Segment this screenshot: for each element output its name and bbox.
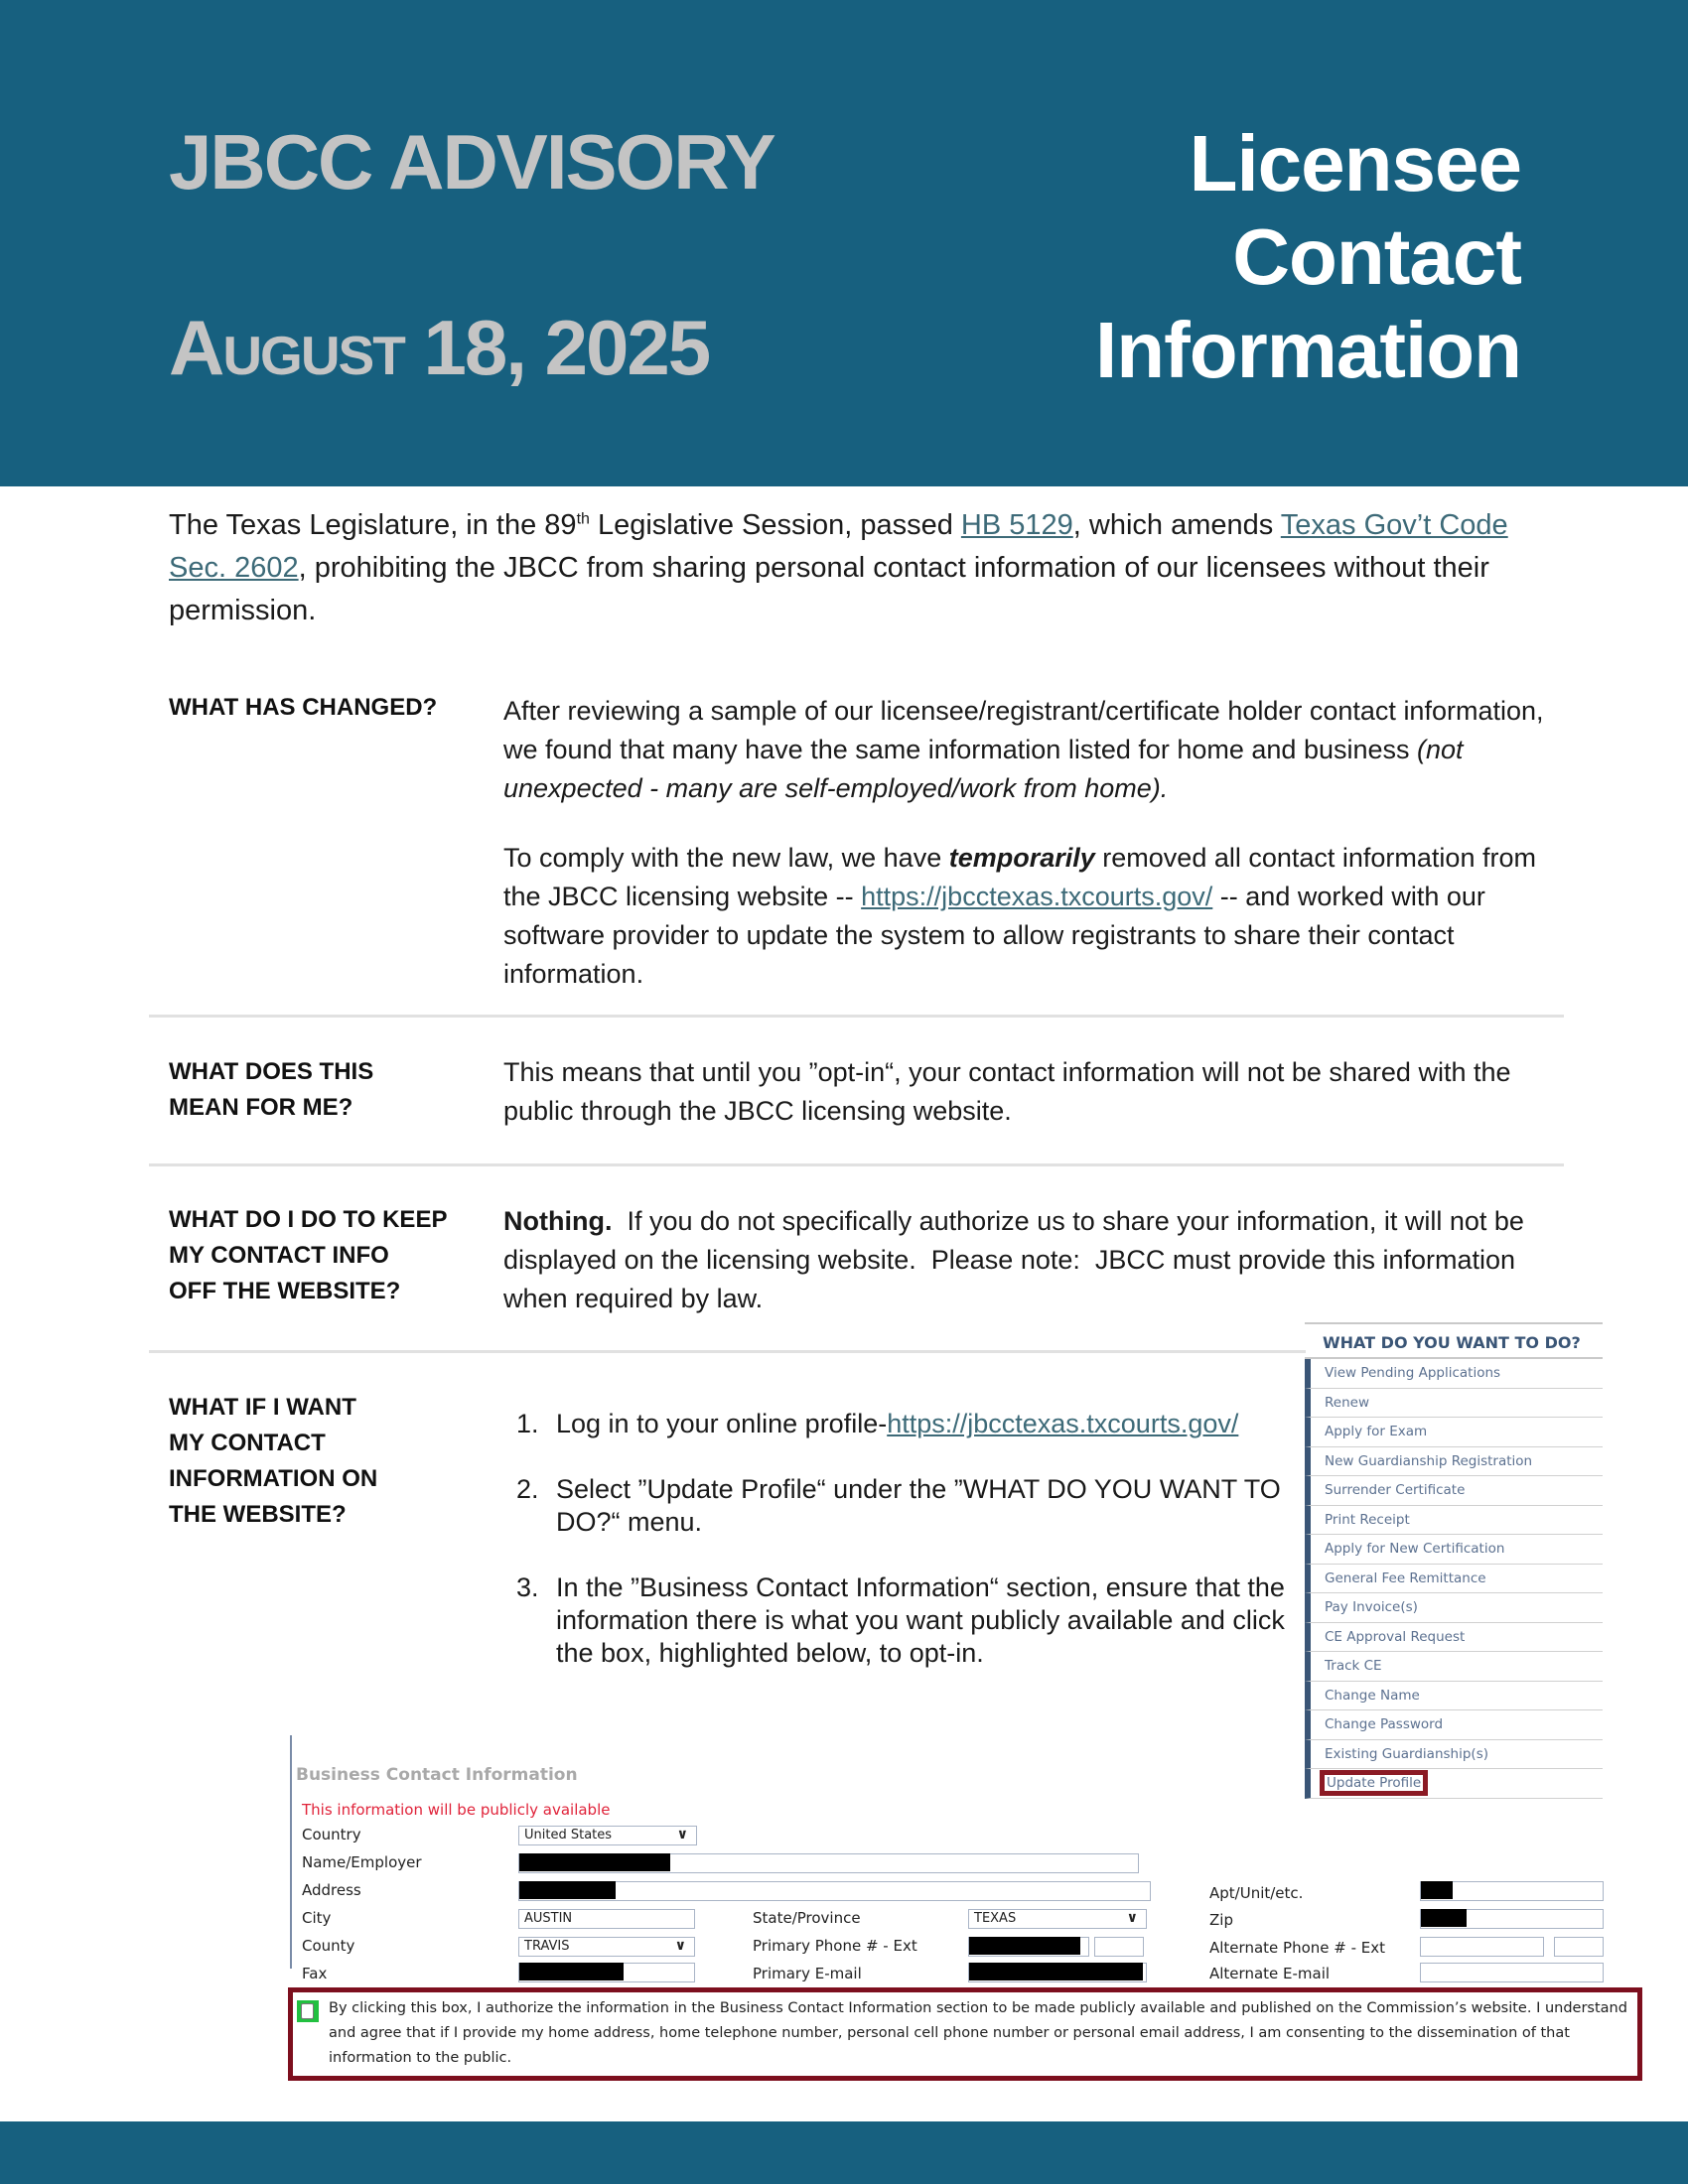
changed-paragraph-2 [503, 839, 1556, 994]
business-contact-form [288, 1735, 1609, 1983]
step-text: Log in to your online profile- [556, 1409, 888, 1438]
label-line: WHAT IF I WANT [169, 1394, 356, 1421]
primary-email-input[interactable] [968, 1963, 1147, 1982]
step-1 [516, 1408, 1291, 1440]
label-line: MY CONTACT [169, 1430, 326, 1456]
divider [149, 1015, 1564, 1018]
step-number: 2. [516, 1474, 539, 1504]
primary-phone-ext-input[interactable] [1094, 1937, 1144, 1957]
menu-item-view-pending-applications[interactable] [1305, 1359, 1603, 1389]
text: After reviewing a sample of our licensee/registrant/certificate holder contact information, we found that many have the same information listed for home and business [503, 696, 1544, 764]
hb5129-link[interactable]: HB 5129 [960, 509, 1073, 541]
redaction [969, 1937, 1080, 1955]
state-label: State/Province [753, 1909, 861, 1927]
bold-text: Nothing. [503, 1206, 613, 1236]
menu-item-apply-for-exam[interactable] [1305, 1418, 1603, 1447]
text: -- and worked with our software provider to update the system to allow registrants to share their contact information. [503, 882, 1485, 989]
menu-item-change-name[interactable] [1305, 1682, 1603, 1711]
zip-input[interactable] [1420, 1909, 1604, 1929]
menu-item-pay-invoice-s[interactable] [1305, 1593, 1603, 1623]
intro-paragraph [169, 504, 1529, 632]
state-select[interactable] [968, 1909, 1147, 1929]
redaction [519, 1881, 616, 1899]
step-text: In the ”Business Contact Information“ section, ensure that the information there is what you want publicly available and click the box, highlighted below, to opt-in. [556, 1572, 1285, 1668]
title-line: Information [1095, 306, 1521, 394]
step-2 [516, 1473, 1291, 1539]
chevron-down-icon: ∨ [674, 1938, 686, 1954]
menu-item-label: Pay Invoice(s) [1325, 1599, 1418, 1615]
county-select[interactable] [518, 1937, 695, 1957]
intro-text: The Texas Legislature, in the 89 [169, 509, 577, 541]
public-note: This information will be publicly available [302, 1801, 611, 1819]
section-body-mean: This means that until you ”opt-in“, your contact information will not be shared with the public through the JBCC licensing website. [503, 1057, 1511, 1126]
fax-input[interactable] [518, 1963, 695, 1982]
label-line: MEAN FOR ME? [169, 1094, 353, 1121]
alt-phone-label: Alternate Phone # - Ext [1209, 1939, 1386, 1957]
menu-item-renew[interactable] [1305, 1389, 1603, 1419]
advisory-date: August 18, 2025 [169, 304, 710, 391]
bold-italic-text: temporarily [948, 843, 1095, 873]
section-label-keep-off [169, 1202, 447, 1309]
menu-item-label: Renew [1325, 1394, 1369, 1411]
title-line: Licensee [1189, 119, 1521, 207]
menu-item-general-fee-remittance[interactable] [1305, 1565, 1603, 1594]
menu-item-ce-approval-request[interactable] [1305, 1623, 1603, 1653]
menu-item-label: New Guardianship Registration [1325, 1452, 1533, 1469]
primary-email-label: Primary E-mail [753, 1965, 862, 1982]
label-line: THE WEBSITE? [169, 1501, 347, 1528]
footer-band [0, 2121, 1688, 2184]
city-label: City [302, 1909, 332, 1927]
apt-label: Apt/Unit/etc. [1209, 1884, 1304, 1902]
advisory-label: JBCC ADVISORY [169, 118, 774, 205]
menu-item-label: View Pending Applications [1325, 1365, 1501, 1381]
form-title: Business Contact Information [296, 1765, 578, 1785]
alt-email-label: Alternate E-mail [1209, 1965, 1331, 1982]
redaction [969, 1963, 1143, 1980]
intro-text: , which amends [1072, 509, 1281, 541]
menu-item-apply-for-new-certification[interactable] [1305, 1535, 1603, 1565]
apt-input[interactable] [1420, 1881, 1604, 1901]
form-border [290, 1735, 292, 1969]
section-body-changed [503, 692, 1556, 994]
step-3 [516, 1571, 1291, 1670]
primary-phone-label: Primary Phone # - Ext [753, 1937, 917, 1955]
country-value: United States [524, 1828, 613, 1843]
menu-item-print-receipt[interactable] [1305, 1506, 1603, 1536]
name-employer-label: Name/Employer [302, 1853, 422, 1871]
menu-item-label: Surrender Certificate [1325, 1482, 1466, 1498]
fax-label: Fax [302, 1965, 328, 1982]
name-employer-input[interactable] [518, 1853, 1139, 1873]
address-input[interactable] [518, 1881, 1151, 1901]
menu-item-label: Update Profile [1327, 1775, 1422, 1791]
checkbox-highlight [297, 2000, 319, 2022]
section-label-changed: WHAT HAS CHANGED? [169, 694, 438, 721]
label-line: OFF THE WEBSITE? [169, 1278, 401, 1304]
text: If you do not specifically authorize us to share your information, it will not be displayed on the licensing website. Please note: JBCC must provide this information when required by law. [503, 1206, 1532, 1313]
italic-text: (not unexpected - many are self-employed/work from home). [503, 735, 1464, 803]
title-line: Contact [1232, 212, 1521, 301]
city-input[interactable] [518, 1909, 695, 1929]
opt-in-checkbox[interactable] [301, 2003, 314, 2019]
menu-item-track-ce[interactable] [1305, 1652, 1603, 1682]
page-title [1095, 117, 1521, 397]
divider [149, 1350, 1306, 1353]
step-text: Select ”Update Profile“ under the ”WHAT DO YOU WANT TO DO?“ menu. [556, 1474, 1281, 1537]
alt-phone-ext-input[interactable] [1554, 1937, 1604, 1957]
address-label: Address [302, 1881, 361, 1899]
label-line: INFORMATION ON [169, 1465, 378, 1492]
menu-item-label: Print Receipt [1325, 1511, 1410, 1528]
jbcc-website-link[interactable]: https://jbcctexas.txcourts.gov/ [861, 882, 1213, 911]
section-label-mean [169, 1054, 373, 1126]
country-select[interactable] [518, 1826, 697, 1845]
primary-phone-input[interactable] [968, 1937, 1089, 1957]
menu-item-surrender-certificate[interactable] [1305, 1476, 1603, 1506]
divider [149, 1163, 1564, 1166]
profile-link[interactable]: https://jbcctexas.txcourts.gov/ [887, 1409, 1239, 1438]
country-label: Country [302, 1826, 361, 1843]
menu-item-label: CE Approval Request [1325, 1628, 1466, 1645]
zip-label: Zip [1209, 1911, 1233, 1929]
text: To comply with the new law, we have [503, 843, 949, 873]
alt-phone-input[interactable] [1420, 1937, 1544, 1957]
redaction [1421, 1909, 1467, 1927]
menu-item-new-guardianship-registration[interactable] [1305, 1447, 1603, 1477]
consent-text: By clicking this box, I authorize the information in the Business Contact Information section to be made publicly available and published on the Commission’s website. I understand and agree that if I provide my home address, home telephone number, personal cell phone number or personal email address, I am consenting to the dissemination of that information to the public. [329, 2000, 1627, 2066]
label-line: MY CONTACT INFO [169, 1242, 389, 1269]
intro-superscript: th [576, 510, 590, 528]
menu-item-label: Apply for Exam [1325, 1424, 1428, 1439]
alt-email-input[interactable] [1420, 1963, 1604, 1982]
gov-code-link[interactable]: Texas Gov’t Code Sec. 2602 [169, 509, 1508, 584]
step-number: 1. [516, 1409, 539, 1438]
city-value: AUSTIN [524, 1911, 573, 1926]
label-line: WHAT DOES THIS [169, 1058, 374, 1085]
menu-item-label: Change Name [1325, 1687, 1420, 1704]
label-line: WHAT DO I DO TO KEEP [169, 1206, 448, 1233]
county-label: County [302, 1937, 355, 1955]
menu-item-label: General Fee Remittance [1325, 1570, 1486, 1586]
chevron-down-icon: ∨ [676, 1827, 688, 1843]
redaction [519, 1853, 670, 1871]
redaction [1421, 1881, 1453, 1899]
menu-item-label: Existing Guardianship(s) [1325, 1745, 1488, 1762]
text: removed all contact information from the JBCC licensing website -- [503, 843, 1536, 911]
intro-text: , prohibiting the JBCC from sharing personal contact information of our licensees without their permission. [169, 552, 1489, 626]
menu-item-label: Track CE [1325, 1658, 1382, 1674]
steps-list [516, 1408, 1291, 1703]
consent-highlight-box [288, 1987, 1642, 2081]
intro-text: Legislative Session, passed [589, 509, 961, 541]
what-do-you-want-menu [1305, 1322, 1603, 1799]
menu-item-label: Apply for New Certification [1325, 1541, 1505, 1557]
state-value: TEXAS [974, 1911, 1017, 1926]
section-label-want-on [169, 1390, 377, 1533]
county-value: TRAVIS [524, 1939, 570, 1954]
changed-paragraph-1 [503, 692, 1556, 808]
menu-item-label: Change Password [1325, 1716, 1444, 1732]
step-number: 3. [516, 1572, 539, 1602]
menu-title: WHAT DO YOU WANT TO DO? [1305, 1322, 1603, 1359]
section-body-keep-off [503, 1202, 1556, 1318]
header-banner [0, 0, 1688, 486]
redaction [519, 1963, 624, 1980]
chevron-down-icon: ∨ [1126, 1910, 1138, 1926]
